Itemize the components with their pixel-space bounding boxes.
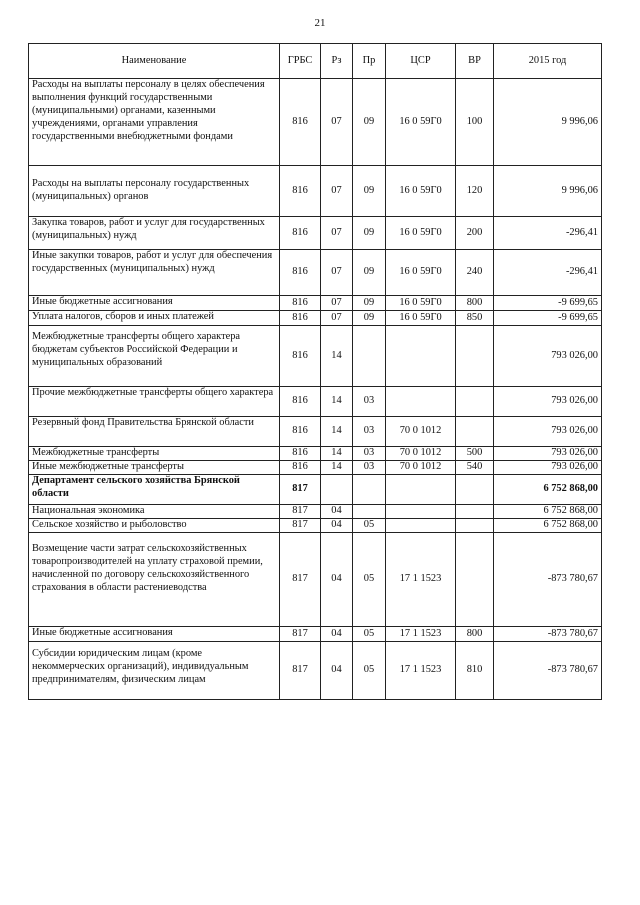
table-row bbox=[29, 505, 602, 519]
cell-amount: -9 699,65 bbox=[494, 296, 602, 311]
cell-grbs: 816 bbox=[280, 166, 321, 217]
cell-name: Уплата налогов, сборов и иных платежей bbox=[29, 311, 280, 326]
cell-csr: 16 0 59Г0 bbox=[386, 296, 456, 311]
cell-pr bbox=[353, 505, 386, 519]
cell-name: Резервный фонд Правительства Брянской области bbox=[29, 417, 280, 447]
cell-csr bbox=[386, 387, 456, 417]
cell-csr: 70 0 1012 bbox=[386, 417, 456, 447]
cell-csr bbox=[386, 505, 456, 519]
budget-table bbox=[28, 43, 602, 700]
cell-name: Иные бюджетные ассигнования bbox=[29, 296, 280, 311]
cell-grbs: 816 bbox=[280, 311, 321, 326]
header-grbs: ГРБС bbox=[280, 44, 321, 79]
cell-vr bbox=[456, 505, 494, 519]
cell-rz: 07 bbox=[321, 250, 353, 296]
cell-csr: 16 0 59Г0 bbox=[386, 166, 456, 217]
header-name: Наименование bbox=[29, 44, 280, 79]
cell-grbs: 816 bbox=[280, 447, 321, 461]
cell-vr: 800 bbox=[456, 627, 494, 642]
header-rz: Рз bbox=[321, 44, 353, 79]
cell-rz: 04 bbox=[321, 533, 353, 627]
cell-csr bbox=[386, 475, 456, 505]
cell-rz: 07 bbox=[321, 217, 353, 250]
cell-grbs: 817 bbox=[280, 475, 321, 505]
cell-csr: 17 1 1523 bbox=[386, 533, 456, 627]
table-row bbox=[29, 533, 602, 627]
cell-rz: 14 bbox=[321, 461, 353, 475]
cell-rz: 07 bbox=[321, 296, 353, 311]
cell-name: Иные межбюджетные трансферты bbox=[29, 461, 280, 475]
cell-amount: -296,41 bbox=[494, 250, 602, 296]
cell-pr: 09 bbox=[353, 166, 386, 217]
cell-csr: 17 1 1523 bbox=[386, 642, 456, 700]
table-row bbox=[29, 519, 602, 533]
cell-vr bbox=[456, 326, 494, 387]
cell-csr bbox=[386, 326, 456, 387]
cell-vr bbox=[456, 387, 494, 417]
cell-vr: 540 bbox=[456, 461, 494, 475]
cell-amount: 793 026,00 bbox=[494, 461, 602, 475]
cell-amount: -296,41 bbox=[494, 217, 602, 250]
cell-amount: 793 026,00 bbox=[494, 417, 602, 447]
cell-csr: 16 0 59Г0 bbox=[386, 311, 456, 326]
table-header bbox=[29, 44, 602, 79]
cell-grbs: 816 bbox=[280, 461, 321, 475]
table-row bbox=[29, 627, 602, 642]
cell-name: Закупка товаров, работ и услуг для государственных (муниципальных) нужд bbox=[29, 217, 280, 250]
cell-grbs: 817 bbox=[280, 642, 321, 700]
cell-rz: 07 bbox=[321, 166, 353, 217]
table-row bbox=[29, 642, 602, 700]
cell-pr: 03 bbox=[353, 447, 386, 461]
table-row bbox=[29, 311, 602, 326]
cell-vr: 100 bbox=[456, 79, 494, 166]
table-row bbox=[29, 447, 602, 461]
cell-csr: 17 1 1523 bbox=[386, 627, 456, 642]
cell-vr bbox=[456, 417, 494, 447]
cell-amount: 793 026,00 bbox=[494, 326, 602, 387]
cell-pr: 03 bbox=[353, 417, 386, 447]
cell-pr bbox=[353, 475, 386, 505]
cell-vr: 800 bbox=[456, 296, 494, 311]
cell-pr bbox=[353, 326, 386, 387]
cell-grbs: 816 bbox=[280, 326, 321, 387]
cell-csr: 16 0 59Г0 bbox=[386, 217, 456, 250]
cell-grbs: 816 bbox=[280, 250, 321, 296]
cell-vr: 120 bbox=[456, 166, 494, 217]
cell-name: Межбюджетные трансферты bbox=[29, 447, 280, 461]
cell-name: Сельское хозяйство и рыболовство bbox=[29, 519, 280, 533]
cell-csr: 70 0 1012 bbox=[386, 447, 456, 461]
cell-rz bbox=[321, 475, 353, 505]
cell-name: Возмещение части затрат сельскохозяйственных товаропроизводителей на уплату страховой премии, начисленной по договору сельскохозяйственного страхования в области растениеводства bbox=[29, 533, 280, 627]
cell-grbs: 816 bbox=[280, 417, 321, 447]
cell-name: Иные бюджетные ассигнования bbox=[29, 627, 280, 642]
cell-vr bbox=[456, 533, 494, 627]
cell-grbs: 817 bbox=[280, 519, 321, 533]
cell-name: Межбюджетные трансферты общего характера бюджетам субъектов Российской Федерации и муниципальных образований bbox=[29, 326, 280, 387]
cell-pr: 05 bbox=[353, 642, 386, 700]
table-row bbox=[29, 417, 602, 447]
page-number: 21 bbox=[314, 17, 326, 29]
table-row bbox=[29, 326, 602, 387]
cell-grbs: 816 bbox=[280, 296, 321, 311]
cell-vr bbox=[456, 475, 494, 505]
cell-vr: 200 bbox=[456, 217, 494, 250]
table-row bbox=[29, 296, 602, 311]
cell-rz: 07 bbox=[321, 311, 353, 326]
cell-rz: 14 bbox=[321, 417, 353, 447]
cell-rz: 14 bbox=[321, 387, 353, 417]
cell-grbs: 817 bbox=[280, 627, 321, 642]
cell-name: Департамент сельского хозяйства Брянской области bbox=[29, 475, 280, 505]
header-vr: ВР bbox=[456, 44, 494, 79]
header-pr: Пр bbox=[353, 44, 386, 79]
cell-grbs: 816 bbox=[280, 387, 321, 417]
cell-amount: 793 026,00 bbox=[494, 447, 602, 461]
cell-rz: 14 bbox=[321, 447, 353, 461]
table-row bbox=[29, 79, 602, 166]
cell-amount: -9 699,65 bbox=[494, 311, 602, 326]
cell-rz: 04 bbox=[321, 642, 353, 700]
cell-vr: 240 bbox=[456, 250, 494, 296]
cell-pr: 05 bbox=[353, 533, 386, 627]
table-row bbox=[29, 217, 602, 250]
cell-amount: -873 780,67 bbox=[494, 533, 602, 627]
cell-rz: 04 bbox=[321, 627, 353, 642]
cell-amount: 9 996,06 bbox=[494, 79, 602, 166]
cell-csr: 70 0 1012 bbox=[386, 461, 456, 475]
cell-csr: 16 0 59Г0 bbox=[386, 250, 456, 296]
cell-vr bbox=[456, 519, 494, 533]
cell-amount: 6 752 868,00 bbox=[494, 505, 602, 519]
cell-pr: 05 bbox=[353, 627, 386, 642]
cell-grbs: 817 bbox=[280, 505, 321, 519]
cell-amount: -873 780,67 bbox=[494, 627, 602, 642]
cell-csr: 16 0 59Г0 bbox=[386, 79, 456, 166]
cell-name: Расходы на выплаты персоналу в целях обеспечения выполнения функций государственными (муниципальными) органами, казенными учреждениями, органами управления государственными внебюджетными фондами bbox=[29, 79, 280, 166]
cell-grbs: 816 bbox=[280, 217, 321, 250]
cell-csr bbox=[386, 519, 456, 533]
cell-name: Иные закупки товаров, работ и услуг для обеспечения государственных (муниципальных) нужд bbox=[29, 250, 280, 296]
cell-vr: 810 bbox=[456, 642, 494, 700]
cell-amount: 793 026,00 bbox=[494, 387, 602, 417]
table-row bbox=[29, 461, 602, 475]
cell-vr: 500 bbox=[456, 447, 494, 461]
cell-pr: 03 bbox=[353, 387, 386, 417]
table-row bbox=[29, 250, 602, 296]
cell-pr: 03 bbox=[353, 461, 386, 475]
cell-pr: 09 bbox=[353, 311, 386, 326]
cell-vr: 850 bbox=[456, 311, 494, 326]
table-row bbox=[29, 387, 602, 417]
cell-rz: 14 bbox=[321, 326, 353, 387]
cell-name: Субсидии юридическим лицам (кроме некоммерческих организаций), индивидуальным предпринимателям, физическим лицам bbox=[29, 642, 280, 700]
table-row bbox=[29, 475, 602, 505]
cell-amount: 9 996,06 bbox=[494, 166, 602, 217]
cell-pr: 09 bbox=[353, 250, 386, 296]
cell-rz: 04 bbox=[321, 519, 353, 533]
cell-rz: 04 bbox=[321, 505, 353, 519]
cell-pr: 09 bbox=[353, 217, 386, 250]
cell-amount: 6 752 868,00 bbox=[494, 475, 602, 505]
cell-pr: 09 bbox=[353, 79, 386, 166]
cell-amount: 6 752 868,00 bbox=[494, 519, 602, 533]
cell-grbs: 816 bbox=[280, 79, 321, 166]
cell-rz: 07 bbox=[321, 79, 353, 166]
header-csr: ЦСР bbox=[386, 44, 456, 79]
table-row bbox=[29, 166, 602, 217]
cell-grbs: 817 bbox=[280, 533, 321, 627]
cell-name: Прочие межбюджетные трансферты общего характера bbox=[29, 387, 280, 417]
cell-name: Расходы на выплаты персоналу государственных (муниципальных) органов bbox=[29, 166, 280, 217]
cell-name: Национальная экономика bbox=[29, 505, 280, 519]
header-amount: 2015 год bbox=[494, 44, 602, 79]
cell-pr: 09 bbox=[353, 296, 386, 311]
cell-pr: 05 bbox=[353, 519, 386, 533]
cell-amount: -873 780,67 bbox=[494, 642, 602, 700]
